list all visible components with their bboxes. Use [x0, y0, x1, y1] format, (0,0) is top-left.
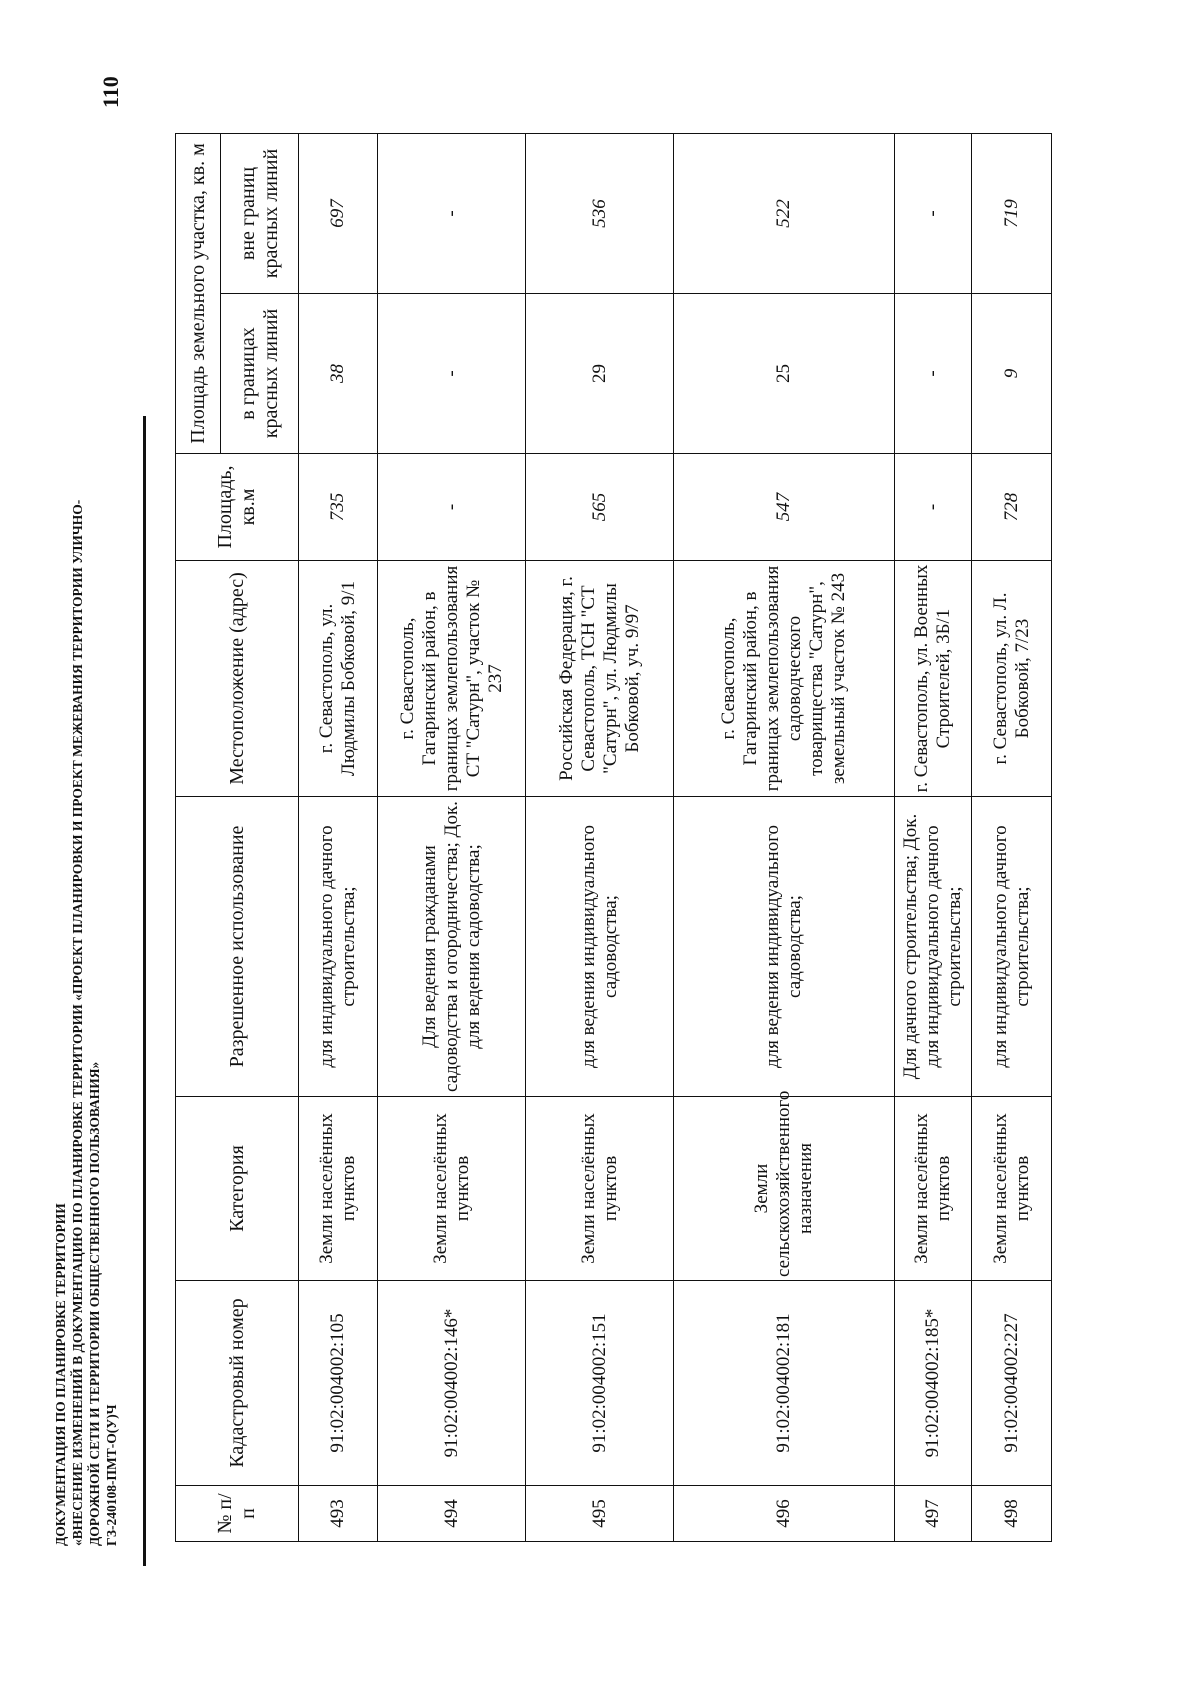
cell-num: 494 — [378, 1486, 526, 1542]
cell-area: - — [895, 454, 972, 561]
cell-location: г. Севастополь, ул. Военных Строителей, 3Б/1 — [895, 561, 972, 797]
cell-outside: 522 — [674, 133, 895, 293]
cell-num: 495 — [526, 1486, 674, 1542]
page-number: 110 — [98, 76, 123, 108]
header-cadastral: Кадастровый номер — [176, 1281, 299, 1486]
cell-cadastral: 91:02:004002:185* — [895, 1281, 972, 1486]
cell-usage: Для дачного строительства; Док. для индивидуального дачного строительства; — [895, 797, 972, 1097]
cell-category: Земли населённых пунктов — [972, 1097, 1052, 1281]
cell-usage: для индивидуального дачного строительства; — [972, 797, 1052, 1097]
table-row — [299, 133, 378, 1541]
cell-usage: Для ведения гражданами садоводства и огородничества; Док. для ведения садоводства; — [378, 797, 526, 1097]
land-plots-table — [175, 133, 1052, 1542]
header-location: Местоположение (адрес) — [176, 561, 299, 797]
header-area: Площадь, кв.м — [176, 454, 299, 561]
header-category: Категория — [176, 1097, 299, 1281]
header-inside-red-lines: в границах красных линий — [221, 294, 299, 454]
cell-location: г. Севастополь, Гагаринский район, в границах землепользования садоводческого товарищества "Сатурн", земельный участок № 243 — [674, 561, 895, 797]
cell-cadastral: 91:02:004002:181 — [674, 1281, 895, 1486]
cell-usage: для индивидуального дачного строительства; — [299, 797, 378, 1097]
cell-location: г. Севастополь, ул. Л. Бобковой, 7/23 — [972, 561, 1052, 797]
cell-cadastral: 91:02:004002:227 — [972, 1281, 1052, 1486]
cell-outside: - — [378, 133, 526, 293]
cell-cadastral: 91:02:004002:151 — [526, 1281, 674, 1486]
cell-category: Земли населённых пунктов — [526, 1097, 674, 1281]
table-row — [378, 133, 526, 1541]
cell-inside: 9 — [972, 294, 1052, 454]
cell-cadastral: 91:02:004002:105 — [299, 1281, 378, 1486]
cell-usage: для ведения индивидуального садоводства; — [674, 797, 895, 1097]
header-line-2: «ВНЕСЕНИЕ ИЗМЕНЕНИЙ В ДОКУМЕНТАЦИЮ ПО ПЛАНИРОВКЕ ТЕРРИТОРИИ «ПРОЕКТ ПЛАНИРОВКИ И ПРОЕКТ МЕЖЕВАНИЯ ТЕРРИТОРИИ УЛИЧНО- — [70, 499, 85, 1546]
cell-cadastral: 91:02:004002:146* — [378, 1281, 526, 1486]
header-num: № п/п — [176, 1486, 299, 1542]
cell-category: Земли сельскохозяйственного назначения — [674, 1097, 895, 1281]
cell-num: 497 — [895, 1486, 972, 1542]
cell-num: 496 — [674, 1486, 895, 1542]
cell-area: 735 — [299, 454, 378, 561]
header-plot-area: Площадь земельного участка, кв. м — [176, 133, 221, 453]
table-row — [674, 133, 895, 1541]
cell-usage: для ведения индивидуального садоводства; — [526, 797, 674, 1097]
cell-num: 493 — [299, 1486, 378, 1542]
cell-area: 565 — [526, 454, 674, 561]
table-row — [526, 133, 674, 1541]
document-header — [52, 146, 120, 1546]
header-usage: Разрешенное использование — [176, 797, 299, 1097]
cell-inside: - — [378, 294, 526, 454]
cell-location: г. Севастополь, ул. Людмилы Бобковой, 9/1 — [299, 561, 378, 797]
table-row — [895, 133, 972, 1541]
header-rule — [143, 416, 146, 1566]
header-line-3: ДОРОЖНОЙ СЕТИ И ТЕРРИТОРИИ ОБЩЕСТВЕННОГО ПОЛЬЗОВАНИЯ» — [87, 1061, 102, 1546]
cell-category: Земли населённых пунктов — [299, 1097, 378, 1281]
cell-category: Земли населённых пунктов — [378, 1097, 526, 1281]
cell-outside: 719 — [972, 133, 1052, 293]
cell-location: г. Севастополь, Гагаринский район, в границах землепользования СТ "Сатурн", участок № 237 — [378, 561, 526, 797]
cell-inside: 29 — [526, 294, 674, 454]
cell-num: 498 — [972, 1486, 1052, 1542]
cell-inside: 25 — [674, 294, 895, 454]
cell-inside: 38 — [299, 294, 378, 454]
header-line-1: ДОКУМЕНТАЦИЯ ПО ПЛАНИРОВКЕ ТЕРРИТОРИИ — [53, 1203, 68, 1546]
cell-outside: 536 — [526, 133, 674, 293]
header-outside-red-lines: вне границ красных линий — [221, 133, 299, 293]
header-line-4: ГЗ-240108-ПМТ-О(У)Ч — [104, 1404, 119, 1546]
cell-area: - — [378, 454, 526, 561]
cell-inside: - — [895, 294, 972, 454]
table-row — [972, 133, 1052, 1541]
cell-area: 547 — [674, 454, 895, 561]
cell-outside: - — [895, 133, 972, 293]
cell-location: Российская Федерация, г. Севастополь, ТСН "СТ "Сатурн", ул. Людмилы Бобковой, уч. 9/97 — [526, 561, 674, 797]
cell-area: 728 — [972, 454, 1052, 561]
cell-category: Земли населённых пунктов — [895, 1097, 972, 1281]
cell-outside: 697 — [299, 133, 378, 293]
